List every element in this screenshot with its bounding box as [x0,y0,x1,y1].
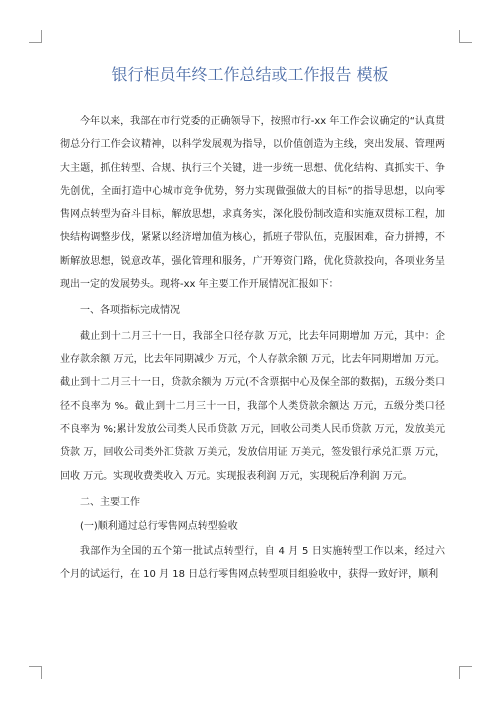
crop-mark-top-left [29,30,42,43]
transformation-paragraph: 我部作为全国的五个第一批试点转型行，自 4 月 5 日实施转型工作以来，经过六个月的试运行，在 10 月 18 日总行零售网点转型项目组验收中，获得一致好评，顺利 [60,546,445,581]
crop-mark-bottom-right [459,666,472,679]
crop-mark-bottom-left [29,666,42,679]
targets-paragraph: 截止到十二月三十一日，我部全口径存款 万元，比去年同期增加 万元，其中：企业存款余额 万元，比去年同期减少 万元，个人存款余额 万元，比去年同期增加 万元。截止到十二月三十一日，贷款余额为 万元(不含票据中心及保全部的数据)，五级分类口径不良率为 %。截止到十二月三十一日，我部个人类贷款余额达 万元，五级分类口径不良率为 %;累计发放公司类人民币贷款 万元，回收公司类人民币贷款 万元，发放美元贷款 万，回收公司类外汇贷款 万美元，发放信用证 万美元，签发银行承兑汇票 万元，回收 万元。实现收费类收入 万元。实现报表利润 万元，实现税后净利润 万元。 [60,330,445,482]
document-body [60,110,445,587]
section-heading-main-work: 二、主要工作 [80,496,140,508]
document-title: 银行柜员年终工作总结或工作报告 模板 [111,65,389,84]
crop-mark-top-right [459,30,472,43]
subsection-heading-transformation: (一)顺利通过总行零售网点转型验收 [80,521,238,533]
intro-paragraph: 今年以来，我部在市行党委的正确领导下，按照市行-xx 年工作会议确定的“认真贯彻总分行工作会议精神，以科学发展观为指导，以价值创造为主线，突出发展、管理两大主题，抓住转型、合规、执行三个关键，进一步统一思想、优化结构、真抓实干、争先创优，全面打造中心城市竞争优势，努力实现做强做大的目标”的指导思想，以向零售网点转型为奋斗目标，解放思想，求真务实，深化股份制改造和实施双贯标工程，加快结构调整步伐，紧紧以经济增加值为核心，抓班子带队伍，克服困难，奋力拼搏，不断解放思想，锐意改革，强化管理和服务，广开筹资门路，优化贷款投向，各项业务呈现出一定的发展势头。现将-xx 年主要工作开展情况汇报如下： [60,116,445,291]
section-heading-targets: 一、各项指标完成情况 [80,304,180,316]
